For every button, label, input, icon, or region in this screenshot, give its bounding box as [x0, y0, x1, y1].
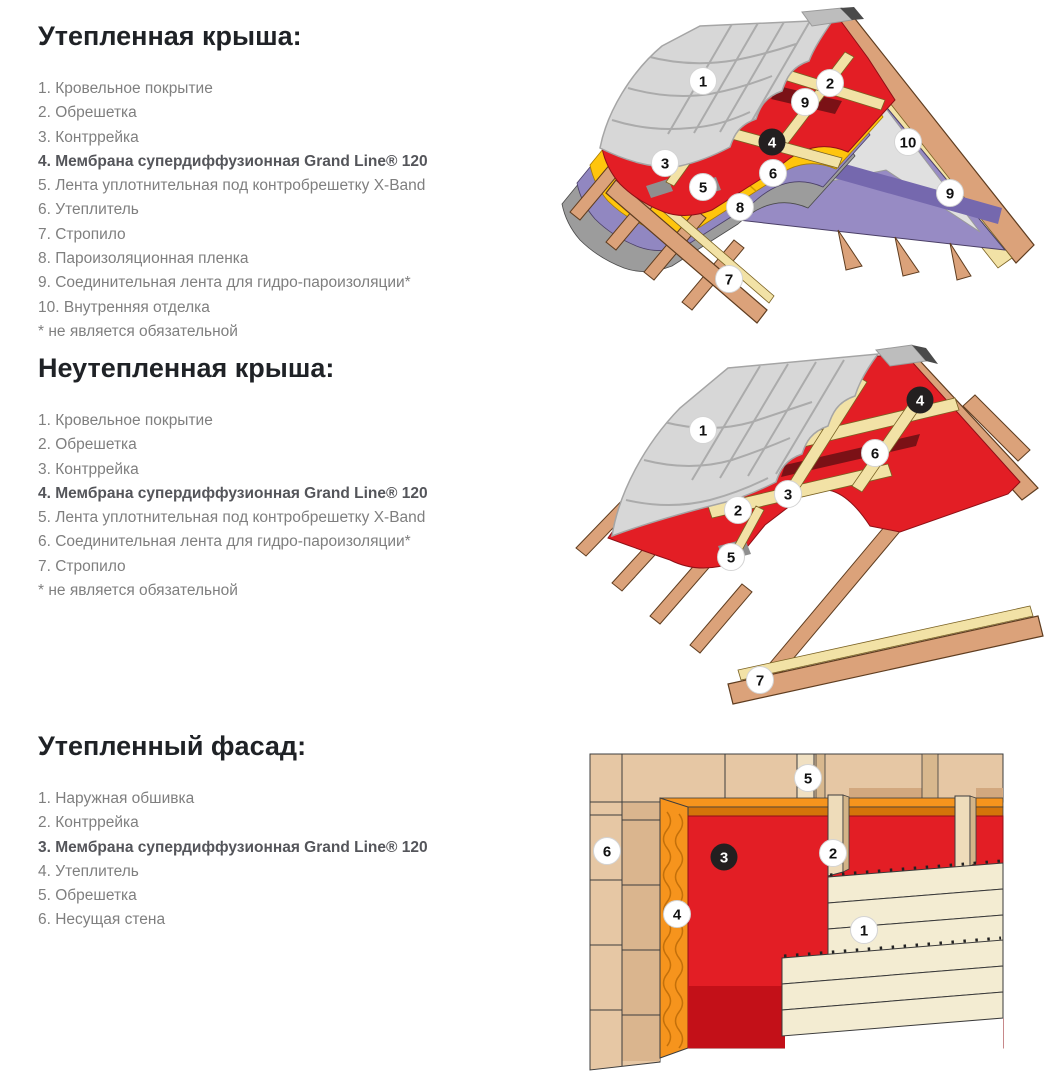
diagram-marker-4 [664, 901, 691, 928]
svg-text:3: 3 [719, 849, 729, 867]
diagram-marker-7 [716, 266, 743, 293]
svg-text:6: 6 [870, 445, 880, 463]
rafter-tail [895, 237, 919, 276]
list-item: 3. Мембрана супердиффузионная Grand Line® 120 [38, 838, 428, 856]
list-item: 9. Соединительная лента для гидро-пароизоляции* [38, 274, 411, 292]
insulated-roof-diagram [550, 0, 1060, 330]
diagram-marker-6 [862, 440, 889, 467]
list-item: * не является обязательной [38, 582, 238, 600]
list-item: 5. Лента уплотнительная под контробрешетку X-Band [38, 177, 426, 195]
legend-list [38, 77, 428, 344]
svg-text:4: 4 [915, 392, 925, 410]
diagram-marker-5 [690, 174, 717, 201]
svg-text:4: 4 [767, 134, 777, 152]
section-heading: Утепленная крыша: [38, 21, 302, 51]
svg-text:9: 9 [800, 94, 810, 112]
list-item: 7. Стропило [38, 225, 126, 243]
list-item: 3. Контррейка [38, 128, 139, 146]
diagram-marker-10 [895, 129, 922, 156]
list-item: 1. Наружная обшивка [38, 790, 195, 807]
svg-text:3: 3 [783, 486, 793, 504]
svg-text:10: 10 [899, 134, 917, 152]
membrane-shadow [688, 986, 785, 1048]
svg-text:2: 2 [825, 75, 835, 93]
svg-text:1: 1 [859, 922, 869, 940]
list-item: 4. Утеплитель [38, 862, 139, 880]
list-item: 2. Обрешетка [38, 436, 137, 454]
diagram-marker-3 [652, 150, 679, 177]
list-item: 5. Лента уплотнительная под контробрешетку X-Band [38, 509, 426, 527]
svg-text:4: 4 [672, 906, 682, 924]
svg-text:9: 9 [945, 185, 955, 203]
svg-text:1: 1 [698, 422, 708, 440]
list-item: 8. Пароизоляционная пленка [38, 250, 249, 268]
diagram-marker-5 [718, 544, 745, 571]
diagram-marker-2 [817, 70, 844, 97]
list-item: 2. Контррейка [38, 814, 139, 832]
section-cold-roof [38, 352, 428, 603]
wall-column-side [622, 803, 660, 1061]
diagram-marker-4 [759, 129, 786, 156]
rafter [690, 584, 752, 653]
list-item: 6. Несущая стена [38, 911, 166, 929]
svg-text:2: 2 [828, 845, 838, 863]
svg-text:2: 2 [733, 502, 743, 520]
list-item: 1. Кровельное покрытие [38, 412, 213, 429]
svg-text:7: 7 [724, 271, 734, 289]
diagram-marker-2 [820, 840, 847, 867]
rafter-tail [838, 230, 862, 270]
svg-text:8: 8 [735, 199, 745, 217]
list-item: 4. Мембрана супердиффузионная Grand Line® 120 [38, 484, 428, 502]
diagram-marker-2 [725, 497, 752, 524]
svg-text:6: 6 [768, 165, 778, 183]
diagram-marker-8 [727, 194, 754, 221]
legend-list [38, 409, 428, 603]
list-item: * не является обязательной [38, 322, 238, 340]
list-item: 7. Стропило [38, 557, 126, 575]
list-item: 3. Контррейка [38, 460, 139, 478]
list-item: 10. Внутренняя отделка [38, 298, 210, 316]
svg-text:5: 5 [698, 179, 708, 197]
counter-batten-side [970, 796, 976, 866]
diagram-marker-5 [795, 765, 822, 792]
svg-text:1: 1 [698, 73, 708, 91]
diagram-marker-4 [907, 387, 934, 414]
list-item: 2. Обрешетка [38, 104, 137, 122]
list-item: 6. Утеплитель [38, 201, 139, 219]
legend-list [38, 787, 428, 933]
insulated-facade-diagram [560, 740, 1060, 1083]
diagram-marker-7 [747, 667, 774, 694]
svg-text:5: 5 [803, 770, 813, 788]
list-item: 4. Мембрана супердиффузионная Grand Line® 120 [38, 152, 428, 170]
diagram-marker-6 [594, 838, 621, 865]
diagram-marker-9 [937, 180, 964, 207]
section-insulated-roof [38, 20, 428, 344]
rafter-tail [950, 243, 971, 280]
section-insulated-facade [38, 730, 428, 933]
diagram-marker-1 [690, 68, 717, 95]
section-heading: Утепленный фасад: [38, 731, 307, 761]
diagram-marker-3 [775, 481, 802, 508]
section-heading: Неутепленная крыша: [38, 353, 335, 383]
svg-text:6: 6 [602, 843, 612, 861]
diagram-marker-1 [690, 417, 717, 444]
diagram-marker-6 [760, 160, 787, 187]
svg-text:7: 7 [755, 672, 765, 690]
list-item: 1. Кровельное покрытие [38, 80, 213, 97]
diagram-marker-9 [792, 89, 819, 116]
svg-text:5: 5 [726, 549, 736, 567]
svg-text:3: 3 [660, 155, 670, 173]
cold-roof-diagram [560, 340, 1060, 710]
counter-batten [955, 796, 970, 869]
diagram-marker-3 [711, 844, 738, 871]
list-item: 6. Соединительная лента для гидро-пароизоляции* [38, 533, 411, 551]
list-item: 5. Обрешетка [38, 887, 137, 905]
diagram-marker-1 [851, 917, 878, 944]
